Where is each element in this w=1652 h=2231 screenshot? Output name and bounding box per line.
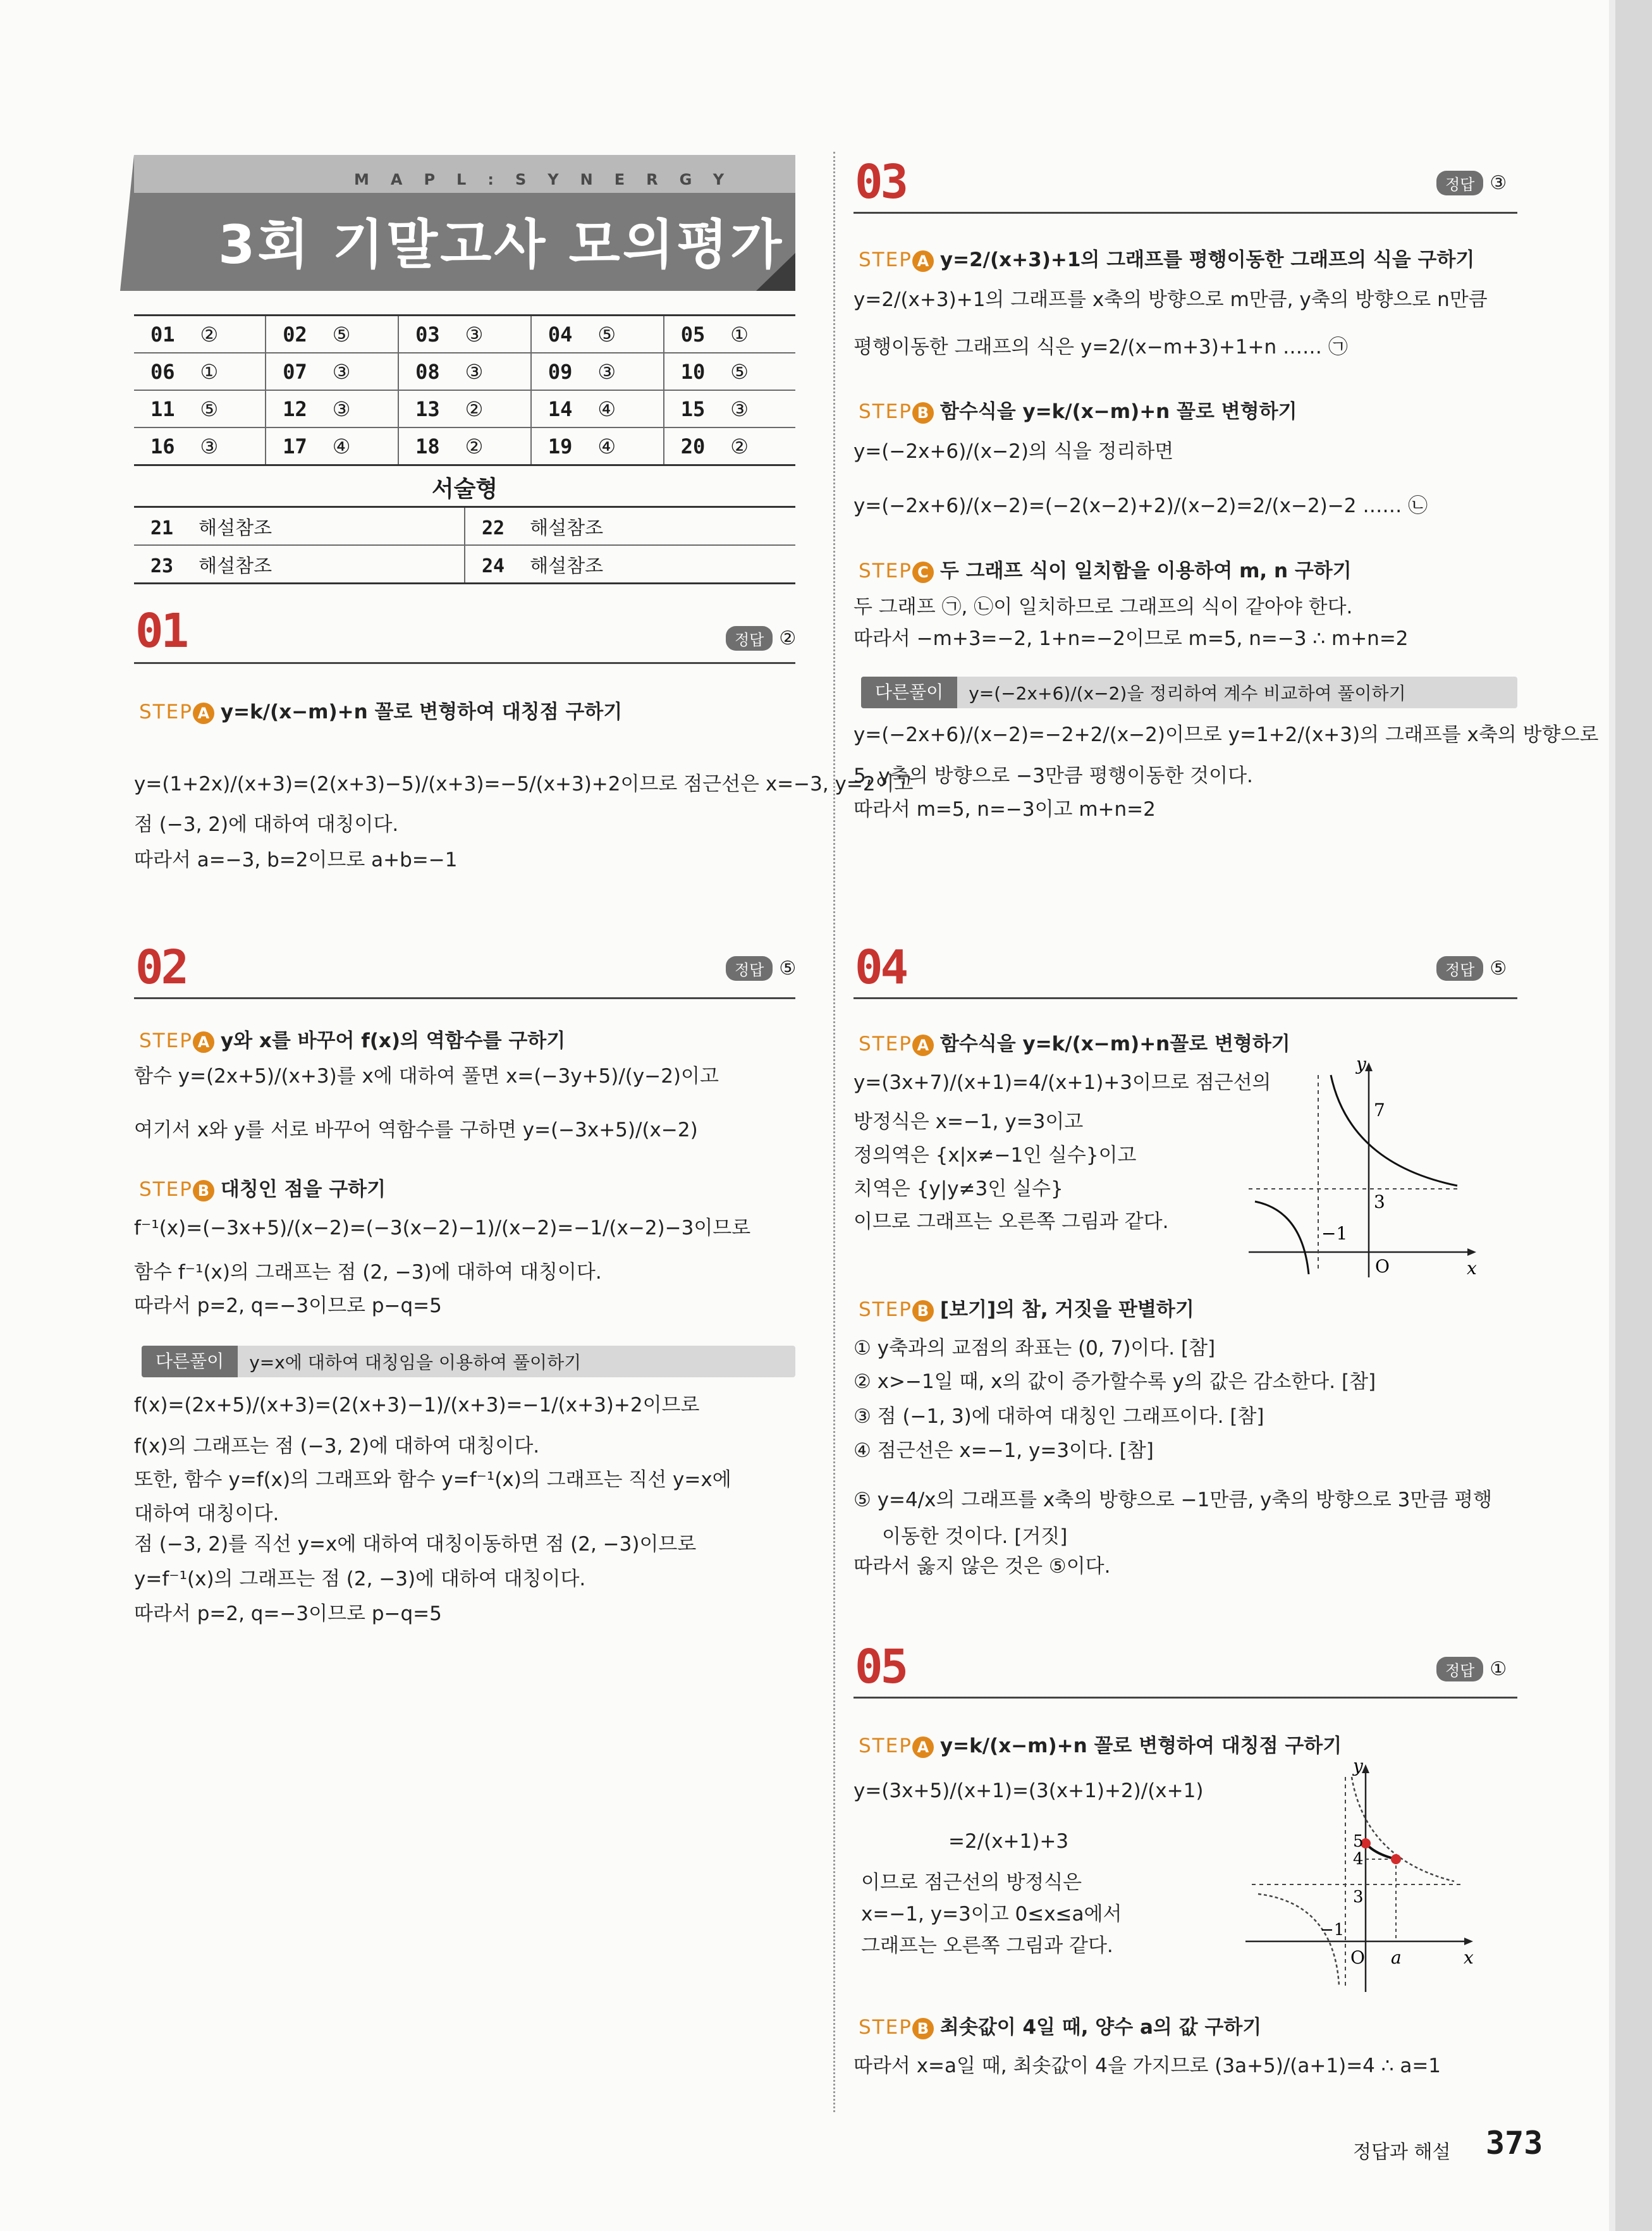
solution-line: 정의역은 {x|x≠−1인 실수}이고 <box>854 1144 1137 1167</box>
answer-value: ③ <box>332 396 351 421</box>
step-b <box>859 1293 1194 1322</box>
graph-05 <box>1239 1758 1492 1998</box>
step-label: STEP <box>859 2016 912 2039</box>
answer-badge <box>1436 1657 1507 1681</box>
step-c <box>859 555 1352 583</box>
x-axis-arrow <box>1467 1248 1476 1256</box>
question-number: 23 <box>150 555 174 577</box>
step-label: STEP <box>859 400 912 423</box>
question-number: 19 <box>548 434 573 458</box>
answer-tag: 정답 <box>1436 956 1483 981</box>
step-label: STEP <box>859 249 912 271</box>
question-number: 08 <box>415 359 440 384</box>
answer-value: ⑤ <box>200 396 219 421</box>
answer-value: ① <box>730 322 749 347</box>
answer-tag: 정답 <box>726 626 773 651</box>
solution-line: 함수 y=(2x+5)/(x+3)를 x에 대하여 풀면 x=(−3y+5)/(y−2)이고 <box>134 1065 719 1088</box>
answer-value: ③ <box>332 359 351 384</box>
problem-rule <box>854 997 1517 999</box>
choice-line: ④ 점근선은 x=−1, y=3이다. [참] <box>854 1439 1154 1462</box>
solution-line: 따라서 p=2, q=−3이므로 p−q=5 <box>134 1602 442 1625</box>
y-axis-label: y <box>1356 1056 1366 1074</box>
answer-value: 해설참조 <box>530 517 604 539</box>
question-number: 13 <box>415 396 440 421</box>
answer-tag: 정답 <box>1436 1657 1483 1681</box>
question-number: 16 <box>150 434 175 458</box>
answer-badge <box>726 626 796 651</box>
answer-cell <box>266 390 398 427</box>
solution-line: f⁻¹(x)=(−3x+5)/(x−2)=(−3(x−2)−1)/(x−2)=−1/(x−2)−3이므로 <box>134 1217 751 1239</box>
answer-value: ③ <box>465 322 484 347</box>
alt-title: y=(−2x+6)/(x−2)을 정리하여 계수 비교하여 풀이하기 <box>969 683 1406 704</box>
step-title: 함수식을 y=k/(x−m)+n 꼴로 변형하기 <box>939 400 1297 423</box>
origin-label: O <box>1350 1947 1365 1968</box>
step-title: y=2/(x+3)+1의 그래프를 평행이동한 그래프의 식을 구하기 <box>939 249 1475 271</box>
answer-cell <box>266 353 398 390</box>
answer-value: ② <box>200 322 219 347</box>
answer-cell <box>266 427 398 465</box>
step-label: STEP <box>139 1178 193 1201</box>
choice-line: ③ 점 (−1, 3)에 대하여 대칭인 그래프이다. [참] <box>854 1405 1264 1428</box>
question-number: 18 <box>415 434 440 458</box>
step-title: 최솟값이 4일 때, 양수 a의 값 구하기 <box>939 2016 1262 2039</box>
solution-line: 방정식은 x=−1, y=3이고 <box>854 1110 1084 1133</box>
answer-badge <box>726 956 796 981</box>
asymptote-y-label: 3 <box>1374 1191 1385 1212</box>
question-number: 11 <box>150 396 175 421</box>
solution-line: 따라서 a=−3, b=2이므로 a+b=−1 <box>134 849 458 871</box>
problem-number: 05 <box>855 1640 907 1694</box>
answer-value: ② <box>465 396 484 421</box>
answer-cell <box>134 390 266 427</box>
answer-cell <box>531 427 664 465</box>
step-a <box>139 696 622 724</box>
curve-left-branch <box>1255 1202 1309 1274</box>
step-a <box>859 1730 1342 1758</box>
question-number: 14 <box>548 396 573 421</box>
step-a <box>139 1024 565 1053</box>
answer-cell <box>664 390 795 427</box>
table-row <box>134 427 795 465</box>
question-number: 10 <box>680 359 706 384</box>
answer-value: ② <box>730 434 749 458</box>
answer-value: ④ <box>332 434 351 458</box>
alt-title: y=x에 대하여 대칭임을 이용하여 풀이하기 <box>249 1352 582 1373</box>
answer-cell <box>398 427 531 465</box>
step-badge-b: B <box>193 1180 214 1202</box>
asymptote-x-label: −1 <box>1320 1921 1345 1939</box>
answer-cell <box>134 353 266 390</box>
question-number: 09 <box>548 359 573 384</box>
problem-number: 02 <box>135 940 187 995</box>
solution-line: y=(3x+5)/(x+1)=(3(x+1)+2)/(x+1) <box>854 1779 1204 1802</box>
answer-value: ③ <box>200 434 219 458</box>
problem-rule <box>854 1697 1517 1699</box>
question-number: 24 <box>482 555 505 577</box>
problem-number: 01 <box>135 604 187 658</box>
answer-cell <box>664 353 795 390</box>
solution-line: 따라서 x=a일 때, 최솟값이 4을 가지므로 (3a+5)/(a+1)=4 ∴ a=1 <box>854 2055 1441 2077</box>
curve-left-branch <box>1258 1894 1339 1986</box>
question-number: 01 <box>150 322 175 347</box>
y-axis-label: y <box>1353 1758 1363 1776</box>
step-badge-b: B <box>912 1300 934 1322</box>
solution-line: y=(1+2x)/(x+3)=(2(x+3)−5)/(x+3)=−5/(x+3)+2이므로 점근선은 x=−3, y=2이고 <box>134 773 914 796</box>
step-badge-c: C <box>912 562 934 583</box>
answer-value: 해설참조 <box>199 517 272 539</box>
step-title: 대칭인 점을 구하기 <box>220 1178 386 1201</box>
answer-table <box>134 314 795 466</box>
page-gutter-edge <box>1609 0 1615 2231</box>
answer-tag: 정답 <box>726 956 773 981</box>
series-name: MAPL:SYNERGY <box>354 171 746 188</box>
question-number: 21 <box>150 517 174 539</box>
solution-line: 이므로 그래프는 오른쪽 그림과 같다. <box>854 1210 1169 1233</box>
table-row <box>134 316 795 353</box>
problem-rule <box>134 997 795 999</box>
answer-cell <box>266 316 398 353</box>
y-intercept-label: 7 <box>1374 1100 1385 1121</box>
question-number: 04 <box>548 322 573 347</box>
choice-line: ① y축과의 교점의 좌표는 (0, 7)이다. [참] <box>854 1337 1216 1360</box>
question-number: 15 <box>680 396 706 421</box>
answer-tag: 정답 <box>1436 171 1483 195</box>
answer-cell <box>531 353 664 390</box>
step-title: 함수식을 y=k/(x−m)+n꼴로 변형하기 <box>939 1033 1290 1055</box>
step-badge-b: B <box>912 2018 934 2039</box>
solution-line: f(x)=(2x+5)/(x+3)=(2(x+3)−1)/(x+3)=−1/(x+3)+2이므로 <box>134 1394 700 1417</box>
step-title: y와 x를 바꾸어 f(x)의 역함수를 구하기 <box>220 1029 566 1052</box>
column-divider <box>833 152 835 2112</box>
solution-line: 함수 f⁻¹(x)의 그래프는 점 (2, −3)에 대하여 대칭이다. <box>134 1261 602 1284</box>
step-b <box>859 2011 1261 2039</box>
step-label: STEP <box>859 1735 912 1757</box>
solution-line: 대하여 대칭이다. <box>134 1503 279 1525</box>
solution-line: x=−1, y=3이고 0≤x≤a에서 <box>861 1903 1122 1926</box>
x-axis-arrow <box>1464 1938 1473 1945</box>
answer-value: ① <box>1490 1658 1507 1680</box>
answer-cell <box>531 316 664 353</box>
answer-value: ⑤ <box>332 322 351 347</box>
solution-line: y=f⁻¹(x)의 그래프는 점 (2, −3)에 대하여 대칭이다. <box>134 1568 586 1590</box>
solution-line: 5, y축의 방향으로 −3만큼 평행이동한 것이다. <box>854 765 1253 787</box>
step-b <box>859 395 1297 424</box>
solution-line: 그래프는 오른쪽 그림과 같다. <box>861 1934 1113 1957</box>
answer-value: ② <box>779 627 797 649</box>
answer-value: ④ <box>597 396 616 421</box>
question-number: 06 <box>150 359 175 384</box>
solution-line: 따라서 −m+3=−2, 1+n=−2이므로 m=5, n=−3 ∴ m+n=2 <box>854 627 1409 650</box>
choice-line: ⑤ y=4/x의 그래프를 x축의 방향으로 −1만큼, y축의 방향으로 3만큼 평행 <box>854 1489 1493 1511</box>
problem-number: 04 <box>855 940 907 995</box>
step-badge-a: A <box>912 1736 934 1758</box>
question-number: 20 <box>680 434 706 458</box>
answer-cell <box>134 427 266 465</box>
step-label: STEP <box>859 1298 912 1321</box>
graph-04 <box>1242 1056 1495 1284</box>
choice-line: ② x>−1일 때, x의 값이 증가할수록 y의 값은 감소한다. [참] <box>854 1370 1376 1393</box>
solution-line: 치역은 {y|y≠3인 실수} <box>854 1177 1063 1200</box>
step-title: [보기]의 참, 거짓을 판별하기 <box>939 1298 1194 1321</box>
y-value-4-label: 4 <box>1353 1850 1364 1869</box>
answer-value: ④ <box>597 434 616 458</box>
step-label: STEP <box>859 560 912 582</box>
answer-value: ② <box>465 434 484 458</box>
alt-tag: 다른풀이 <box>861 677 957 708</box>
asymptote-x-label: −1 <box>1321 1223 1348 1244</box>
curve-right-branch <box>1352 1777 1454 1881</box>
x-a-label: a <box>1391 1947 1402 1968</box>
solution-line: 점 (−3, 2)를 직선 y=x에 대하여 대칭이동하면 점 (2, −3)이므로 <box>134 1533 697 1556</box>
answer-value: ⑤ <box>597 322 616 347</box>
answer-badge <box>1436 956 1507 981</box>
answer-value: ③ <box>597 359 616 384</box>
choice-line: 이동한 것이다. [거짓] <box>882 1525 1068 1548</box>
question-number: 02 <box>283 322 307 347</box>
solution-line: y=(−2x+6)/(x−2)=−2+2/(x−2)이므로 y=1+2/(x+3)의 그래프를 x축의 방향으로 <box>854 723 1599 746</box>
step-b <box>139 1173 386 1202</box>
answer-value: 해설참조 <box>530 555 604 577</box>
table-row <box>134 353 795 390</box>
step-badge-a: A <box>193 1031 214 1053</box>
step-badge-a: A <box>912 1035 934 1056</box>
x-axis-label: x <box>1467 1258 1477 1279</box>
x-axis-label: x <box>1464 1947 1474 1968</box>
y-value-5-label: 5 <box>1353 1832 1364 1851</box>
solution-line: 이므로 점근선의 방정식은 <box>861 1871 1082 1894</box>
solution-line: y=(−2x+6)/(x−2)의 식을 정리하면 <box>854 440 1174 463</box>
answer-value: ③ <box>1490 172 1507 194</box>
table-row <box>134 545 795 584</box>
solution-line: =2/(x+1)+3 <box>948 1830 1069 1853</box>
step-label: STEP <box>139 1029 193 1052</box>
step-title: y=k/(x−m)+n 꼴로 변형하여 대칭점 구하기 <box>220 701 623 723</box>
table-row <box>134 390 795 427</box>
question-number: 07 <box>283 359 307 384</box>
answer-cell <box>398 390 531 427</box>
step-a <box>859 243 1474 272</box>
solution-line: 평행이동한 그래프의 식은 y=2/(x−m+3)+1+n …… ㉠ <box>854 336 1348 359</box>
solution-line: y=(3x+7)/(x+1)=4/(x+1)+3이므로 점근선의 <box>854 1071 1271 1094</box>
answer-cell <box>398 316 531 353</box>
answer-cell <box>664 427 795 465</box>
step-title: y=k/(x−m)+n 꼴로 변형하여 대칭점 구하기 <box>939 1735 1342 1757</box>
answer-cell <box>134 316 266 353</box>
answer-cell <box>398 353 531 390</box>
asymptote-y-label: 3 <box>1353 1888 1364 1907</box>
solution-line: 따라서 p=2, q=−3이므로 p−q=5 <box>134 1294 442 1317</box>
problem-number: 03 <box>855 155 907 209</box>
point-min <box>1391 1854 1401 1864</box>
question-number: 22 <box>482 517 505 539</box>
answer-value: ① <box>200 359 219 384</box>
solution-line: f(x)의 그래프는 점 (−3, 2)에 대하여 대칭이다. <box>134 1435 540 1458</box>
step-label: STEP <box>859 1033 912 1055</box>
question-number: 03 <box>415 322 440 347</box>
solution-line: 또한, 함수 y=f(x)의 그래프와 함수 y=f⁻¹(x)의 그래프는 직선 y=x에 <box>134 1468 731 1491</box>
title-banner-slant <box>120 155 134 291</box>
curve-right-branch <box>1331 1075 1457 1186</box>
solution-line: 점 (−3, 2)에 대하여 대칭이다. <box>134 813 399 836</box>
answer-cell <box>531 390 664 427</box>
answer-badge <box>1436 171 1507 195</box>
alternative-solution-bar <box>142 1346 795 1377</box>
solution-line: 따라서 m=5, n=−3이고 m+n=2 <box>854 798 1156 821</box>
footer-label: 정답과 해설 <box>1353 2141 1451 2163</box>
question-number: 05 <box>680 322 706 347</box>
answer-value: ⑤ <box>1490 957 1507 980</box>
answer-value: ⑤ <box>779 957 797 980</box>
essay-section-title: 서술형 <box>431 476 498 502</box>
page-number: 373 <box>1486 2125 1543 2161</box>
question-number: 17 <box>283 434 307 458</box>
step-label: STEP <box>139 701 193 723</box>
step-badge-b: B <box>912 402 934 424</box>
page-gutter <box>1615 0 1652 2231</box>
step-title: 두 그래프 식이 일치함을 이용하여 m, n 구하기 <box>939 560 1352 582</box>
exam-title: 3회 기말고사 모의평가 <box>218 214 785 276</box>
answer-value: ⑤ <box>730 359 749 384</box>
answer-value: ③ <box>730 396 749 421</box>
step-a <box>859 1028 1290 1056</box>
solution-line: y=2/(x+3)+1의 그래프를 x축의 방향으로 m만큼, y축의 방향으로 n만큼 <box>854 288 1488 311</box>
problem-rule <box>134 662 795 664</box>
alternative-solution-bar <box>861 677 1517 708</box>
answer-value: ③ <box>465 359 484 384</box>
solution-line: 따라서 옳지 않은 것은 ⑤이다. <box>854 1555 1111 1578</box>
solution-line: y=(−2x+6)/(x−2)=(−2(x−2)+2)/(x−2)=2/(x−2)−2 …… ㉡ <box>854 495 1428 517</box>
answer-cell <box>664 316 795 353</box>
question-number: 12 <box>283 396 307 421</box>
essay-answer-table <box>134 506 795 584</box>
step-badge-a: A <box>912 250 934 272</box>
answer-value: 해설참조 <box>199 555 272 577</box>
solution-line: 두 그래프 ㉠, ㉡이 일치하므로 그래프의 식이 같아야 한다. <box>854 596 1353 618</box>
problem-rule <box>854 212 1517 214</box>
origin-label: O <box>1375 1256 1390 1277</box>
table-row <box>134 507 795 546</box>
alt-tag: 다른풀이 <box>142 1346 238 1377</box>
step-badge-a: A <box>193 703 214 724</box>
solution-line: 여기서 x와 y를 서로 바꾸어 역함수를 구하면 y=(−3x+5)/(x−2) <box>134 1119 698 1141</box>
